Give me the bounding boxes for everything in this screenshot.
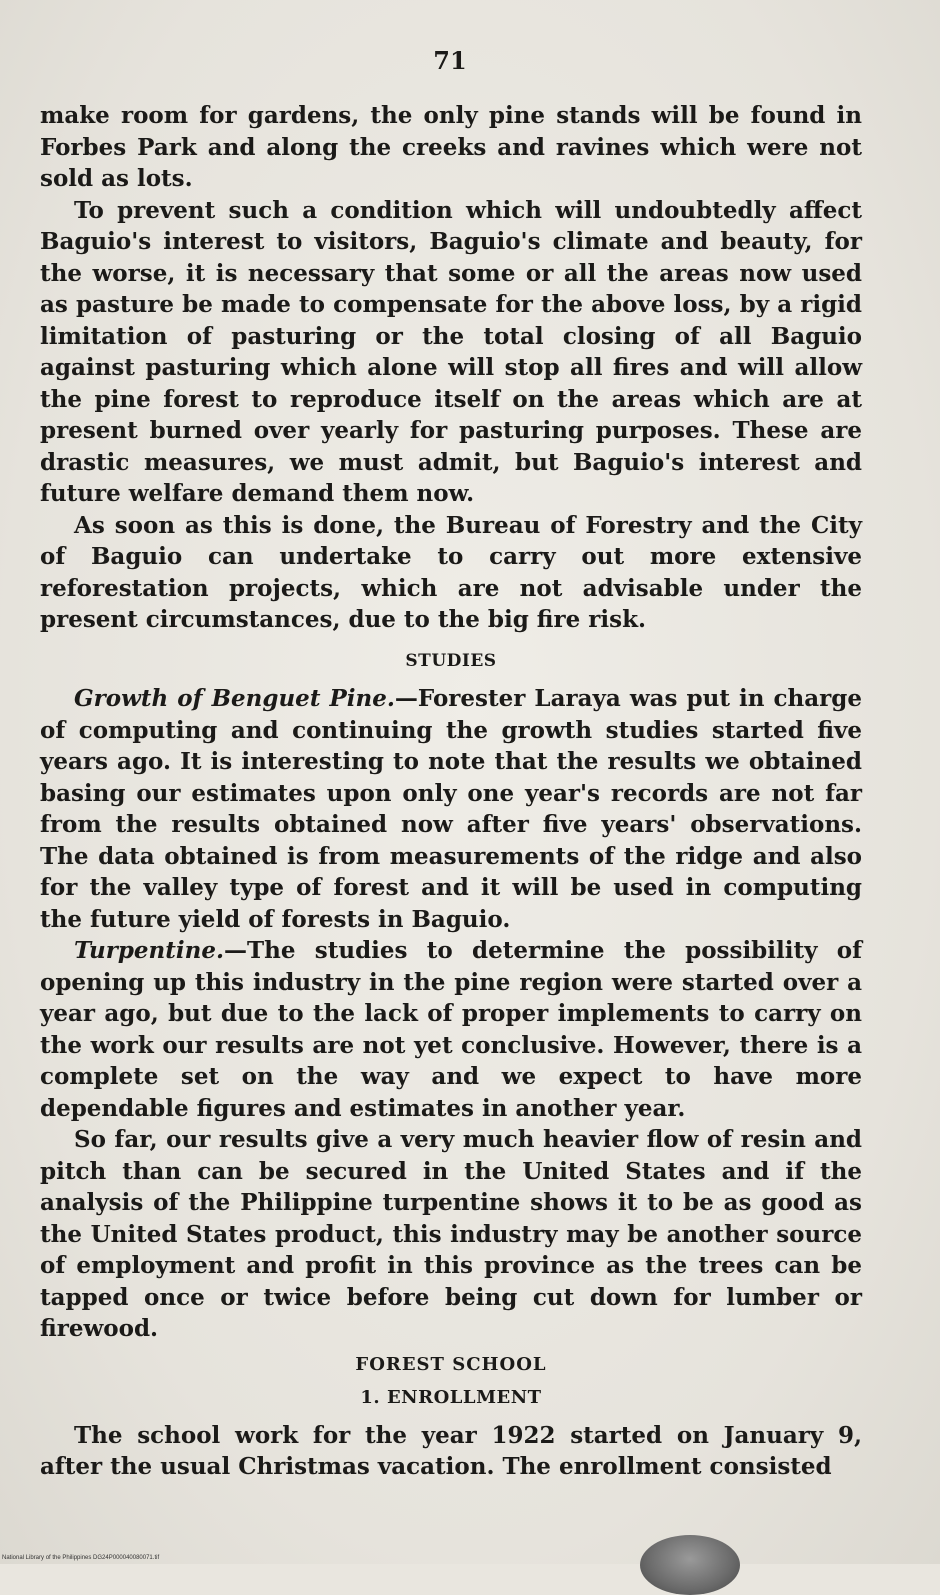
paragraph-growth: [40, 683, 862, 935]
turpentine-title: Turpentine.: [74, 937, 225, 964]
paragraph-2: To prevent such a condition which will undoubtedly affect Baguio's interest to visitors, Baguio's climate and beauty, for the worse, it is necessary that some or all the areas now used as pasture be made to compensate for the above loss, by a rigid limitation of pasturing or the total closing of all Baguio against pasturing which alone will stop all fires and will allow the pine forest to reproduce itself on the areas which are at present burned over yearly for pasturing purposes. These are drastic measures, we must admit, but Baguio's interest and future welfare demand them now.: [40, 196, 862, 507]
paragraph-resin: So far, our results give a very much heavier flow of resin and pitch than can be secured in the United States and if the analysis of the Philippine turpentine shows it to be as good as the United States product, this industry may be another source of employment and profit in this province as the trees can be tapped once or twice before being cut down for lumber or firewood.: [40, 1126, 862, 1342]
paragraph-1: make room for gardens, the only pine stands will be found in Forbes Park and along the creeks and ravines which were not sold as lots.: [40, 102, 862, 192]
scan-footer: National Library of the Philippines DG24P000040080071.tif: [2, 1555, 160, 1561]
scanner-thumb-shadow: [640, 1535, 740, 1595]
paragraph-3: As soon as this is done, the Bureau of Forestry and the City of Baguio can undertake to carry out more extensive reforestation projects, which are not advisable under the present circumstances, due to the big fire risk.: [40, 511, 862, 633]
page-number: 71: [433, 46, 467, 75]
growth-text: —Forester Laraya was put in charge of computing and continuing the growth studies started five years ago. It is interesting to note that the results we obtained basing our estimates upon only one year's records are not far from the results obtained now after five years' observations. The data obtained is from measurements of the ridge and also for the valley type of forest and it will be used in computing the future yield of forests in Baguio.: [40, 685, 862, 933]
studies-heading: STUDIES: [405, 650, 497, 671]
turpentine-text: —The studies to determine the possibility of opening up this industry in the pine region were started over a year ago, but due to the lack of proper implements to carry on the work our results are not yet conclusive. However, there is a complete set on the way and we expect to have more dependable figures and estimates in another year.: [40, 937, 862, 1122]
forest-school-heading: FOREST SCHOOL: [355, 1353, 547, 1375]
growth-title: Growth of Benguet Pine.: [74, 685, 395, 712]
document-body: [40, 100, 862, 1483]
enrollment-heading: 1. ENROLLMENT: [360, 1387, 542, 1408]
paragraph-enrollment: The school work for the year 1922 started on January 9, after the usual Christmas vacation. The enrollment consisted: [40, 1421, 862, 1480]
paragraph-turpentine: [40, 935, 862, 1124]
